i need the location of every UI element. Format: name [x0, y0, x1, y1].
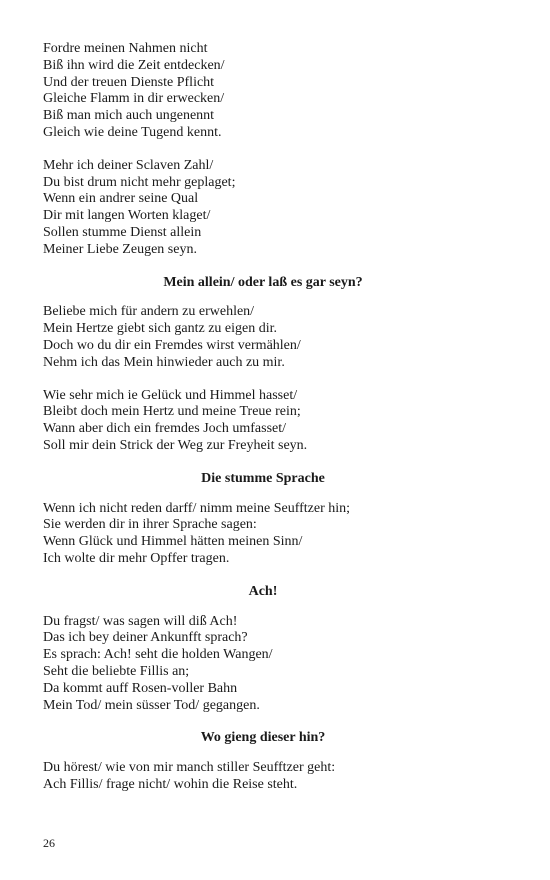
- poem-wo-gieng: [43, 730, 483, 793]
- poem-continuation: [43, 41, 483, 259]
- poem-title: Ach!: [248, 583, 278, 599]
- poem-title: Mein allein/ oder laß es gar seyn?: [163, 274, 363, 290]
- verse-line: Nehm ich das Mein hinwieder auch zu mir.: [43, 354, 285, 370]
- verse-line: Sie werden dir in ihrer Sprache sagen:: [43, 517, 257, 533]
- poem-title: Die stumme Sprache: [201, 470, 325, 486]
- stanza: [43, 614, 483, 715]
- verse-line: Mein Hertze giebt sich gantz zu eigen dir.: [43, 321, 278, 337]
- verse-line: Fordre meinen Nahmen nicht: [43, 41, 208, 56]
- verse-line: Beliebe mich für andern zu erwehlen/: [43, 304, 255, 320]
- verse-line: Du bist drum nicht mehr geplaget;: [43, 174, 236, 190]
- verse-line: Es sprach: Ach! seht die holden Wangen/: [43, 647, 273, 663]
- poem-ach: [43, 584, 483, 715]
- verse-line: Soll mir dein Strick der Weg zur Freyheit seyn.: [43, 437, 308, 453]
- verse-line: Du hörest/ wie von mir manch stiller Seufftzer geht:: [43, 760, 336, 776]
- stanza: [43, 158, 483, 259]
- verse-line: Meiner Liebe Zeugen seyn.: [43, 241, 197, 257]
- page-text: [43, 41, 483, 794]
- verse-line: Mein Tod/ mein süsser Tod/ gegangen.: [43, 697, 260, 713]
- stanza: [43, 304, 483, 371]
- verse-line: Gleiche Flamm in dir erwecken/: [43, 91, 225, 107]
- stanza: [43, 388, 483, 455]
- verse-line: Ach Fillis/ frage nicht/ wohin die Reise steht.: [43, 776, 298, 792]
- poem-title: Wo gieng dieser hin?: [200, 730, 326, 746]
- verse-line: Und der treuen Dienste Pflicht: [43, 74, 215, 90]
- poem-stumme-sprache: [43, 471, 483, 568]
- verse-line: Sollen stumme Dienst allein: [43, 224, 202, 240]
- stanza: [43, 501, 483, 568]
- verse-line: Mehr ich deiner Sclaven Zahl/: [43, 157, 214, 173]
- verse-line: Wie sehr mich ie Gelück und Himmel hasset/: [43, 387, 298, 403]
- stanza: [43, 760, 483, 794]
- verse-line: Ich wolte dir mehr Opffer tragen.: [43, 550, 230, 566]
- poem-mein-allein: [43, 275, 483, 455]
- stanza: [43, 41, 483, 142]
- verse-line: Dir mit langen Worten klaget/: [43, 208, 211, 224]
- verse-line: Wenn ich nicht reden darff/ nimm meine Seufftzer hin;: [43, 500, 351, 516]
- page-number: 26: [43, 836, 55, 850]
- verse-line: Biß ihn wird die Zeit entdecken/: [43, 57, 225, 73]
- verse-line: Wenn Glück und Himmel hätten meinen Sinn/: [43, 534, 303, 550]
- verse-line: Bleibt doch mein Hertz und meine Treue rein;: [43, 404, 301, 420]
- verse-line: Seht die beliebte Fillis an;: [43, 663, 190, 679]
- verse-line: Wann aber dich ein fremdes Joch umfasset/: [43, 421, 287, 437]
- verse-line: Das ich bey deiner Ankunfft sprach?: [43, 630, 248, 646]
- verse-line: Gleich wie deine Tugend kennt.: [43, 124, 222, 140]
- verse-line: Da kommt auff Rosen-voller Bahn: [43, 680, 238, 696]
- verse-line: Du fragst/ was sagen will diß Ach!: [43, 613, 238, 629]
- verse-line: Biß man mich auch ungenennt: [43, 108, 215, 124]
- verse-line: Wenn ein andrer seine Qual: [43, 191, 199, 207]
- verse-line: Doch wo du dir ein Fremdes wirst vermählen/: [43, 337, 301, 353]
